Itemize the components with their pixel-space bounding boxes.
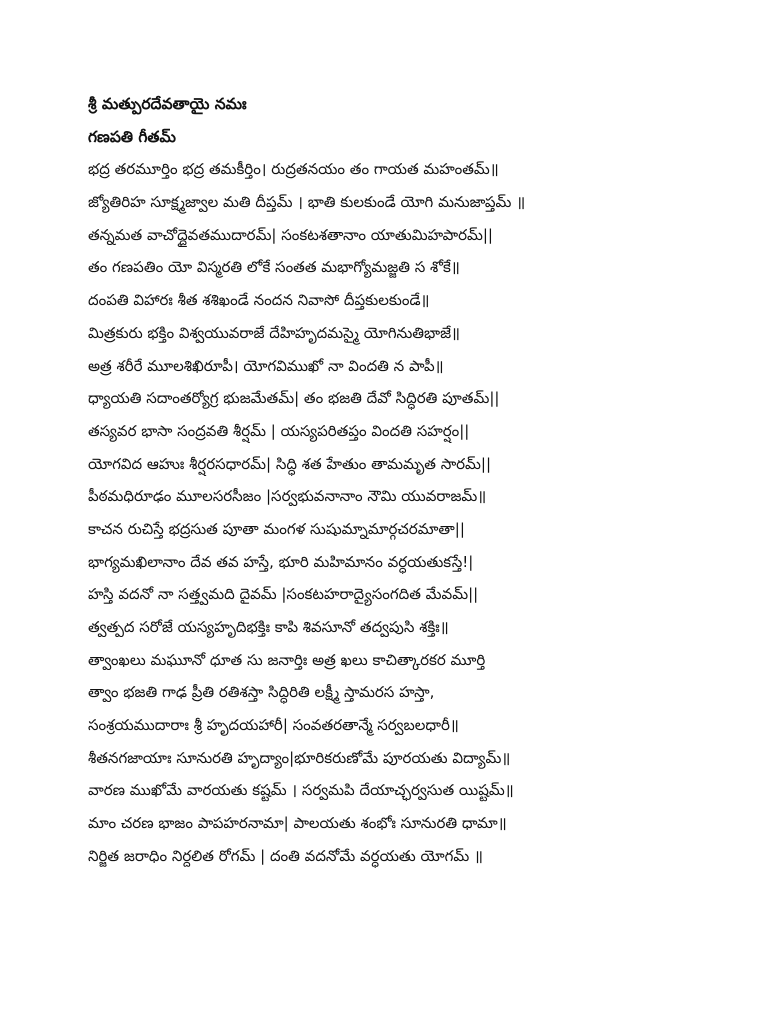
document-title: గణపతి గీతమ్ [88,127,176,146]
document-body [88,88,728,873]
verse-line: శీతనగజాయాః సూనురతి హృద్యాం|భూరికరుణోమే పూరయతు విద్యామ్॥ [88,748,511,767]
invocation-heading: శ్రీ మత్పురదేవతాయై నమః [88,95,247,113]
verse-line: హస్తి వదనో నా సత్త్వమది దైవమ్ |సంకటహరాద్యైసంగదిత మేవమ్|| [88,585,479,604]
verse-line: తన్నమత వాచోద్దైవతముదారమ్| సంకటశతానాం యాతుమిహపారమ్|| [88,225,493,244]
verse-line: సంశ్రయముదారాః శ్రీ హృదయహారీ| సంవతరతాన్మే సర్వబలధారీ॥ [88,716,459,735]
verse-line: భాగ్యమఖిలానాం దేవ తవ హస్తే, భూరి మహిమానం వర్ధయతుకస్తే!| [88,552,474,571]
verse-line: దంపతి విహారః శీత శశిఖండే నందన నివాసో దీప్తకులకుండే॥ [88,291,430,310]
verse-line: పీఠమధిరూఢం మూలసరసీజం |సర్వభువనానాం నౌమి యువరాజమ్॥ [88,487,487,506]
verse-line: యోగవిద ఆహుః శీర్షరసధారమ్| సిద్ధి శత హేతుం తామమృత సారమ్|| [88,454,492,473]
verse-line: కాచన రుచిస్తే భద్రసుత పూతా మంగళ సుషుమ్నామార్గచరమాతా|| [88,519,465,538]
verse-line: త్వాంఖలు మఘూనో ధూత సు జనార్తిః అత్ర ఖలు కాచిత్కారకర మూర్తి [88,650,486,669]
verse-line: తస్యవర భాసా సంద్రవతి శీర్షమ్ | యస్యపరితప్తం విందతి సహర్షం|| [88,421,470,440]
verse-line: త్వత్పద సరోజే యస్యహృదిభక్తిః కాపి శివసూనో తద్వపుసి శక్తిః॥ [88,618,449,636]
verse-line: అత్ర శరీరే మూలశిఖిరూపీ। యోగవిముఖో నా విందతి న పాపీ॥ [88,356,444,375]
verse-line: నిర్జిత జరాధిం నిర్దలిత రోగమ్ | దంతి వదనోమే వర్ధయతు యోగమ్ ॥ [88,846,483,865]
verse-line: వారణ ముఖోమే వారయతు కష్టమ్ । సర్వమపి దేయాచ్ఛర్వసుత యిష్టమ్॥ [88,781,514,800]
verse-line: ధ్యాయతి సదాంతర్యోగ్ర భుజమేతమ్| తం భజతి దేవో సిద్ధిరతి పూతమ్|| [88,389,500,408]
verse-line: జ్యోతిరిహ సూక్ష్మజ్వాల మతి దీప్తమ్ । భాతి కులకుండే యోగి మనుజాప్తమ్ ॥ [88,193,526,212]
verse-line: మాం చరణ భాజం పాపహరనామా| పాలయతు శంభోః సూనురతి ధామా॥ [88,814,507,833]
verse-line: త్వాం భజతి గాఢ ప్రీతి రతిశస్తా సిద్ధిరితి లక్ష్మీ స్తామరస హస్తా, [88,683,435,702]
verse-line: తం గణపతిం యో విస్మరతి లోకే సంతత మభాగ్యోమజ్జతి స శోకే॥ [88,258,460,277]
verse-line: మిత్రకురు భక్తిం విశ్వయువరాజే దేహిహృదమస్మై యోగినుతిభాజే॥ [88,323,461,342]
verse-line: భద్ర తరమూర్తిం భద్ర తమకీర్తిం। రుద్రతనయం తం గాయత మహంతమ్॥ [88,160,499,179]
